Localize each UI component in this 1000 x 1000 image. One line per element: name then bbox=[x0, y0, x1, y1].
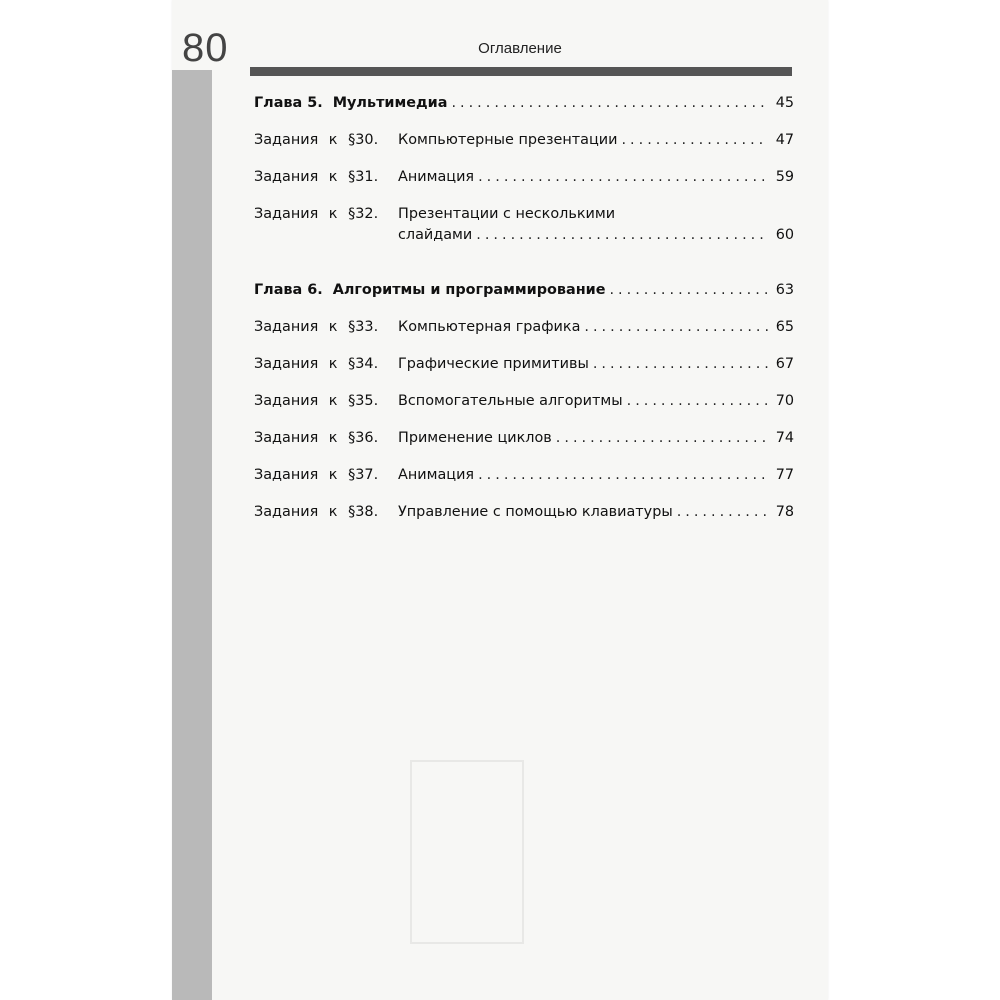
toc-label: Задания к §37. bbox=[254, 467, 379, 483]
header-rule bbox=[250, 67, 792, 76]
toc-title: Управление с помощью клавиатуры bbox=[398, 504, 673, 520]
leader-dots bbox=[478, 465, 768, 486]
page-number: 80 bbox=[182, 26, 229, 70]
running-head: Оглавление bbox=[478, 40, 562, 57]
toc-label: Задания к §36. bbox=[254, 430, 379, 446]
bleed-through-shadow bbox=[410, 760, 524, 944]
toc-title-line1: Презентации с несколькими bbox=[398, 206, 616, 222]
toc-page-number: 74 bbox=[775, 430, 794, 446]
toc-chapter-5 bbox=[254, 93, 794, 114]
leader-dots bbox=[556, 428, 768, 449]
toc-section-33 bbox=[254, 317, 794, 338]
toc-section-38 bbox=[254, 502, 794, 523]
toc-section-34 bbox=[254, 354, 794, 375]
toc-page-number: 59 bbox=[775, 169, 794, 185]
leader-dots bbox=[677, 502, 768, 523]
toc-label: Задания к §30. bbox=[254, 132, 379, 148]
toc-label: Задания к §35. bbox=[254, 393, 379, 409]
toc-page-number: 47 bbox=[775, 132, 794, 148]
toc-title: Анимация bbox=[398, 169, 475, 185]
toc-section-37 bbox=[254, 465, 794, 486]
toc-title: Мультимедиа bbox=[332, 95, 448, 111]
page-edge-strip bbox=[172, 70, 212, 1000]
toc-page-number: 77 bbox=[775, 467, 794, 483]
toc-title: Применение циклов bbox=[398, 430, 552, 446]
leader-dots bbox=[593, 354, 768, 375]
leader-dots bbox=[478, 167, 768, 188]
toc-label: Задания к §33. bbox=[254, 319, 379, 335]
toc-section-36 bbox=[254, 428, 794, 449]
leader-dots bbox=[621, 130, 768, 151]
toc-section-32 bbox=[254, 204, 794, 246]
toc-page-number: 63 bbox=[775, 282, 794, 298]
toc-title: Вспомогательные алгоритмы bbox=[398, 393, 623, 409]
toc-page-number: 67 bbox=[775, 356, 794, 372]
toc-label: Задания к §31. bbox=[254, 169, 379, 185]
leader-dots bbox=[584, 317, 768, 338]
toc-title: Компьютерная графика bbox=[398, 319, 581, 335]
toc-label: Глава 5. bbox=[254, 95, 323, 111]
toc-title-line2: слайдами bbox=[398, 227, 473, 243]
toc-title: Компьютерные презентации bbox=[398, 132, 618, 148]
toc-label: Задания к §34. bbox=[254, 356, 379, 372]
toc-title: Алгоритмы и программирование bbox=[332, 282, 606, 298]
toc-title: Графические примитивы bbox=[398, 356, 589, 372]
toc-chapter-6 bbox=[254, 280, 794, 301]
toc-page-number: 70 bbox=[775, 393, 794, 409]
leader-dots bbox=[627, 391, 768, 412]
toc-page-number: 78 bbox=[775, 504, 794, 520]
toc-label: Задания к §38. bbox=[254, 504, 379, 520]
toc-section-35 bbox=[254, 391, 794, 412]
toc-label: Глава 6. bbox=[254, 282, 323, 298]
table-of-contents bbox=[254, 93, 794, 539]
toc-page-number: 45 bbox=[775, 95, 794, 111]
toc-section-30 bbox=[254, 130, 794, 151]
toc-label: Задания к §32. bbox=[254, 206, 379, 222]
book-page bbox=[172, 0, 828, 1000]
toc-page-number: 60 bbox=[775, 227, 794, 243]
toc-title: Анимация bbox=[398, 467, 475, 483]
leader-dots bbox=[476, 225, 768, 246]
leader-dots bbox=[609, 280, 768, 301]
toc-page-number: 65 bbox=[775, 319, 794, 335]
toc-section-31 bbox=[254, 167, 794, 188]
leader-dots bbox=[451, 93, 768, 114]
